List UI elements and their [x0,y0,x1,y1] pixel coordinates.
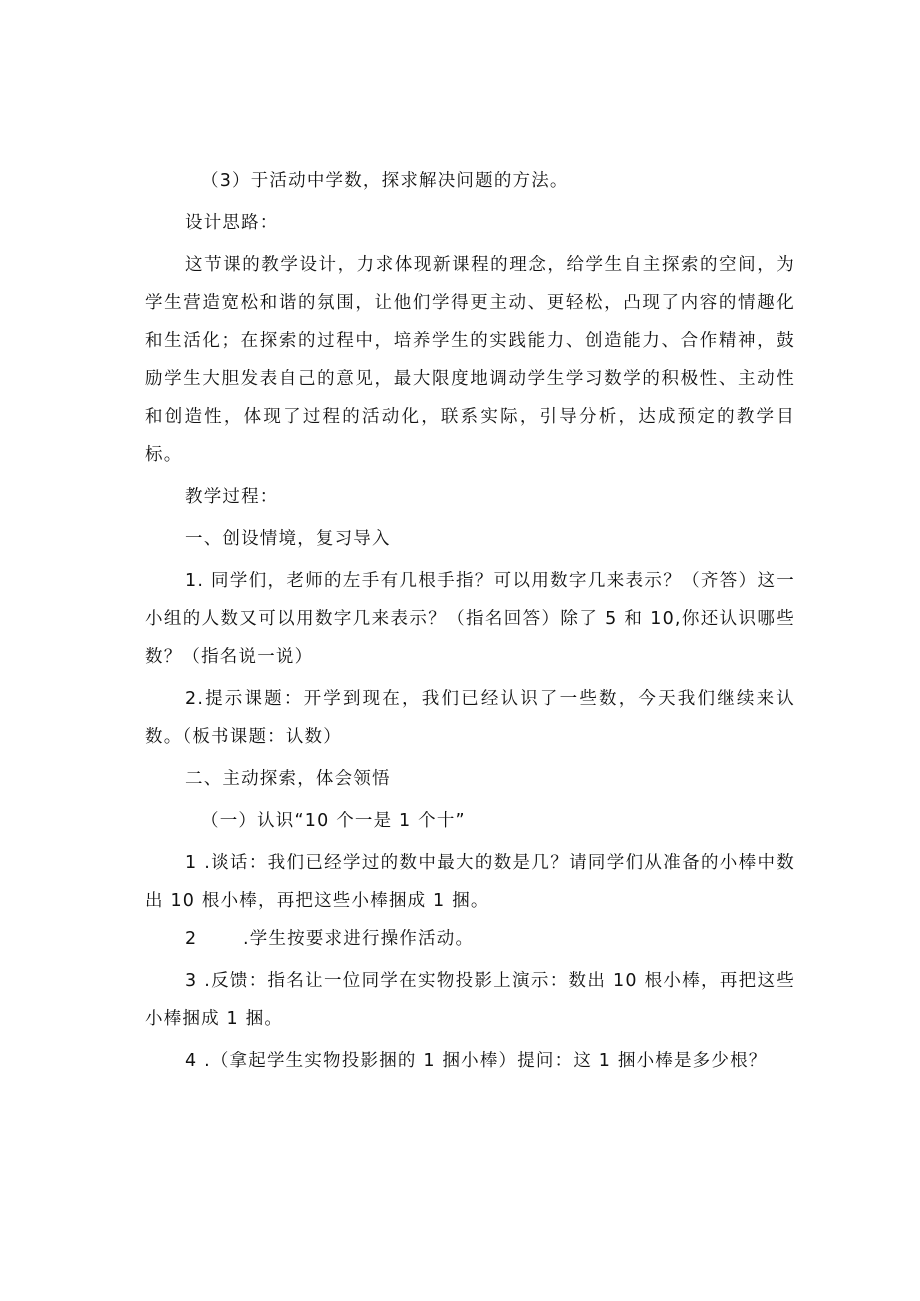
step-number: 2 [185,929,198,949]
section-1-heading: 一、创设情境，复习导入 [185,529,391,549]
subsection-1-item-4: 4 .（拿起学生实物投影捆的 1 捆小棒）提问：这 1 捆小棒是多少根？ [185,1051,768,1071]
document-body [145,162,795,1080]
subsection-1-item-3: 3 .反馈：指名让一位同学在实物投影上演示：数出 10 根小棒，再把这些小棒捆成 1 捆。 [145,971,795,1029]
process-heading: 教学过程： [185,487,279,507]
objective-3: （3）于活动中学数，探求解决问题的方法。 [201,171,569,191]
step-text: .学生按要求进行操作活动。 [243,929,475,949]
design-paragraph: 这节课的教学设计，力求体现新课程的理念，给学生自主探索的空间，为学生营造宽松和谐的氛围，让他们学得更主动、更轻松，凸现了内容的情趣化和生活化；在探索的过程中，培养学生的实践能力、创造能力、合作精神，鼓励学生大胆发表自己的意见，最大限度地调动学生学习数学的积极性、主动性和创造性，体现了过程的活动化，联系实际，引导分析，达成预定的教学目标。 [145,255,795,465]
subsection-1-heading: （一）认识“10 个一是 1 个十” [201,811,466,831]
subsection-1-item-2 [145,920,795,958]
design-heading: 设计思路： [185,213,279,233]
subsection-1-item-1: 1 .谈话：我们已经学过的数中最大的数是几？请同学们从准备的小棒中数出 10 根小棒，再把这些小棒捆成 1 捆。 [145,853,795,911]
section-2-heading: 二、主动探索，体会领悟 [185,769,391,789]
section-1-item-1: 1. 同学们，老师的左手有几根手指？可以用数字几来表示？（齐答）这一小组的人数又可以用数字几来表示？（指名回答）除了 5 和 10,你还认识哪些数？（指名说一说） [145,571,795,667]
section-1-item-2: 2.提示课题：开学到现在，我们已经认识了一些数，今天我们继续来认数。（板书课题：认数） [145,689,795,747]
